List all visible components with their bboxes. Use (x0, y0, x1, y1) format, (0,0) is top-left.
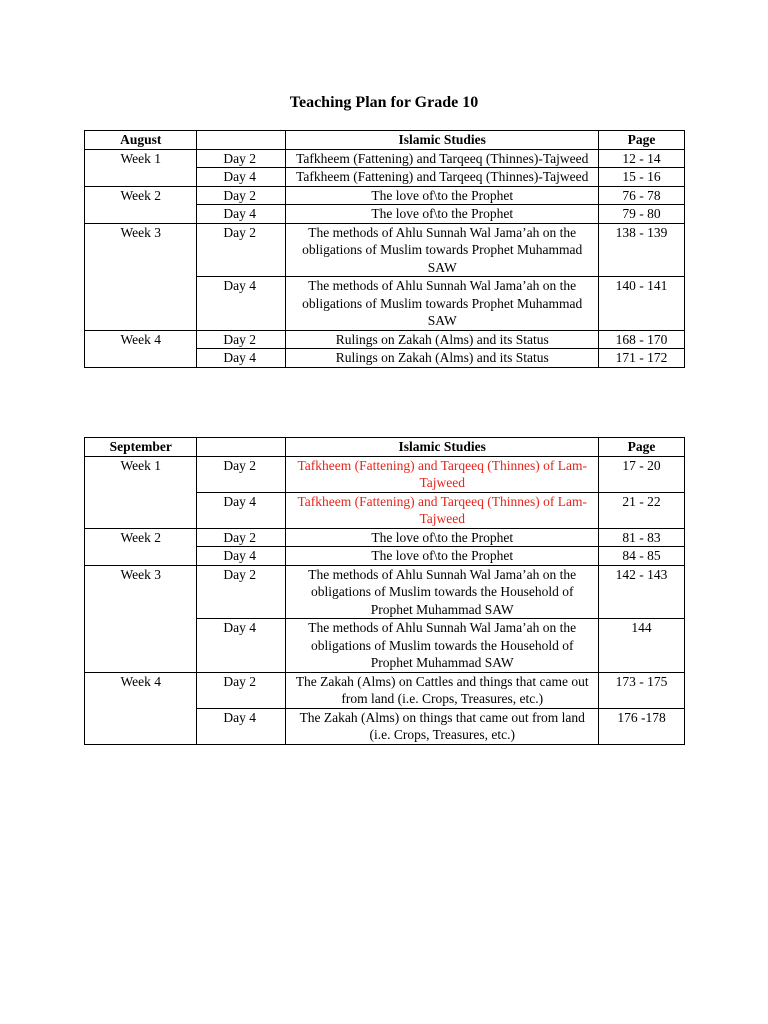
table-row (85, 186, 685, 205)
day-label: Day 2 (197, 223, 286, 277)
subject-header: Islamic Studies (286, 131, 599, 150)
page-range: 142 - 143 (599, 565, 685, 619)
page-range: 138 - 139 (599, 223, 685, 277)
day-label: Day 4 (197, 708, 286, 744)
page-range: 84 - 85 (599, 547, 685, 566)
week-label: Week 1 (85, 456, 197, 528)
table-row (85, 528, 685, 547)
day-label: Day 2 (197, 330, 286, 349)
table-row (85, 149, 685, 168)
day-label: Day 4 (197, 205, 286, 224)
page-title: Teaching Plan for Grade 10 (289, 94, 479, 111)
topic-cell: The love of\to the Prophet (286, 186, 599, 205)
page-header: Page (599, 438, 685, 457)
topic-cell: The methods of Ahlu Sunnah Wal Jama’ah on the obligations of Muslim towards Prophet Muhammad SAW (286, 223, 599, 277)
subject-header: Islamic Studies (286, 438, 599, 457)
week-label: Week 4 (85, 330, 197, 367)
topic-cell: The methods of Ahlu Sunnah Wal Jama’ah on the obligations of Muslim towards the Household of Prophet Muhammad SAW (286, 565, 599, 619)
table-header-row (85, 131, 685, 150)
day-label: Day 2 (197, 528, 286, 547)
day-header (197, 131, 286, 150)
page-range: 140 - 141 (599, 277, 685, 331)
topic-cell: The love of\to the Prophet (286, 528, 599, 547)
topic-cell: The Zakah (Alms) on Cattles and things that came out from land (i.e. Crops, Treasures, etc.) (286, 672, 599, 708)
topic-cell: The methods of Ahlu Sunnah Wal Jama’ah on the obligations of Muslim towards Prophet Muhammad SAW (286, 277, 599, 331)
week-label: Week 1 (85, 149, 197, 186)
topic-cell: The methods of Ahlu Sunnah Wal Jama’ah on the obligations of Muslim towards the Household of Prophet Muhammad SAW (286, 619, 599, 673)
table-row (85, 456, 685, 492)
page-range: 168 - 170 (599, 330, 685, 349)
day-label: Day 4 (197, 277, 286, 331)
day-label: Day 4 (197, 349, 286, 368)
week-label: Week 3 (85, 565, 197, 672)
topic-cell: Rulings on Zakah (Alms) and its Status (286, 330, 599, 349)
day-label: Day 4 (197, 168, 286, 187)
page-header: Page (599, 131, 685, 150)
week-label: Week 2 (85, 528, 197, 565)
september-plan-table (84, 437, 685, 745)
topic-cell: Tafkheem (Fattening) and Tarqeeq (Thinnes)-Tajweed (286, 149, 599, 168)
page-range: 176 -178 (599, 708, 685, 744)
month-header: September (85, 438, 197, 457)
page-range: 12 - 14 (599, 149, 685, 168)
page-range: 76 - 78 (599, 186, 685, 205)
week-label: Week 3 (85, 223, 197, 330)
page-range: 173 - 175 (599, 672, 685, 708)
month-header: August (85, 131, 197, 150)
topic-cell-highlighted: Tafkheem (Fattening) and Tarqeeq (Thinnes) of Lam- Tajweed (286, 492, 599, 528)
day-label: Day 2 (197, 456, 286, 492)
page-range: 171 - 172 (599, 349, 685, 368)
august-plan-table (84, 130, 685, 368)
topic-cell: The Zakah (Alms) on things that came out from land (i.e. Crops, Treasures, etc.) (286, 708, 599, 744)
topic-cell: Tafkheem (Fattening) and Tarqeeq (Thinnes)-Tajweed (286, 168, 599, 187)
topic-cell: The love of\to the Prophet (286, 205, 599, 224)
day-label: Day 2 (197, 672, 286, 708)
topic-cell-highlighted: Tafkheem (Fattening) and Tarqeeq (Thinnes) of Lam- Tajweed (286, 456, 599, 492)
page-range: 79 - 80 (599, 205, 685, 224)
table-row (85, 330, 685, 349)
table-row (85, 565, 685, 619)
day-label: Day 4 (197, 547, 286, 566)
day-label: Day 4 (197, 619, 286, 673)
page-range: 144 (599, 619, 685, 673)
day-label: Day 2 (197, 186, 286, 205)
table-row (85, 223, 685, 277)
page-range: 21 - 22 (599, 492, 685, 528)
page-range: 17 - 20 (599, 456, 685, 492)
table-row (85, 672, 685, 708)
week-label: Week 4 (85, 672, 197, 744)
day-label: Day 4 (197, 492, 286, 528)
day-header (197, 438, 286, 457)
day-label: Day 2 (197, 565, 286, 619)
page-range: 15 - 16 (599, 168, 685, 187)
page-range: 81 - 83 (599, 528, 685, 547)
topic-cell: The love of\to the Prophet (286, 547, 599, 566)
day-label: Day 2 (197, 149, 286, 168)
topic-cell: Rulings on Zakah (Alms) and its Status (286, 349, 599, 368)
table-header-row (85, 438, 685, 457)
week-label: Week 2 (85, 186, 197, 223)
